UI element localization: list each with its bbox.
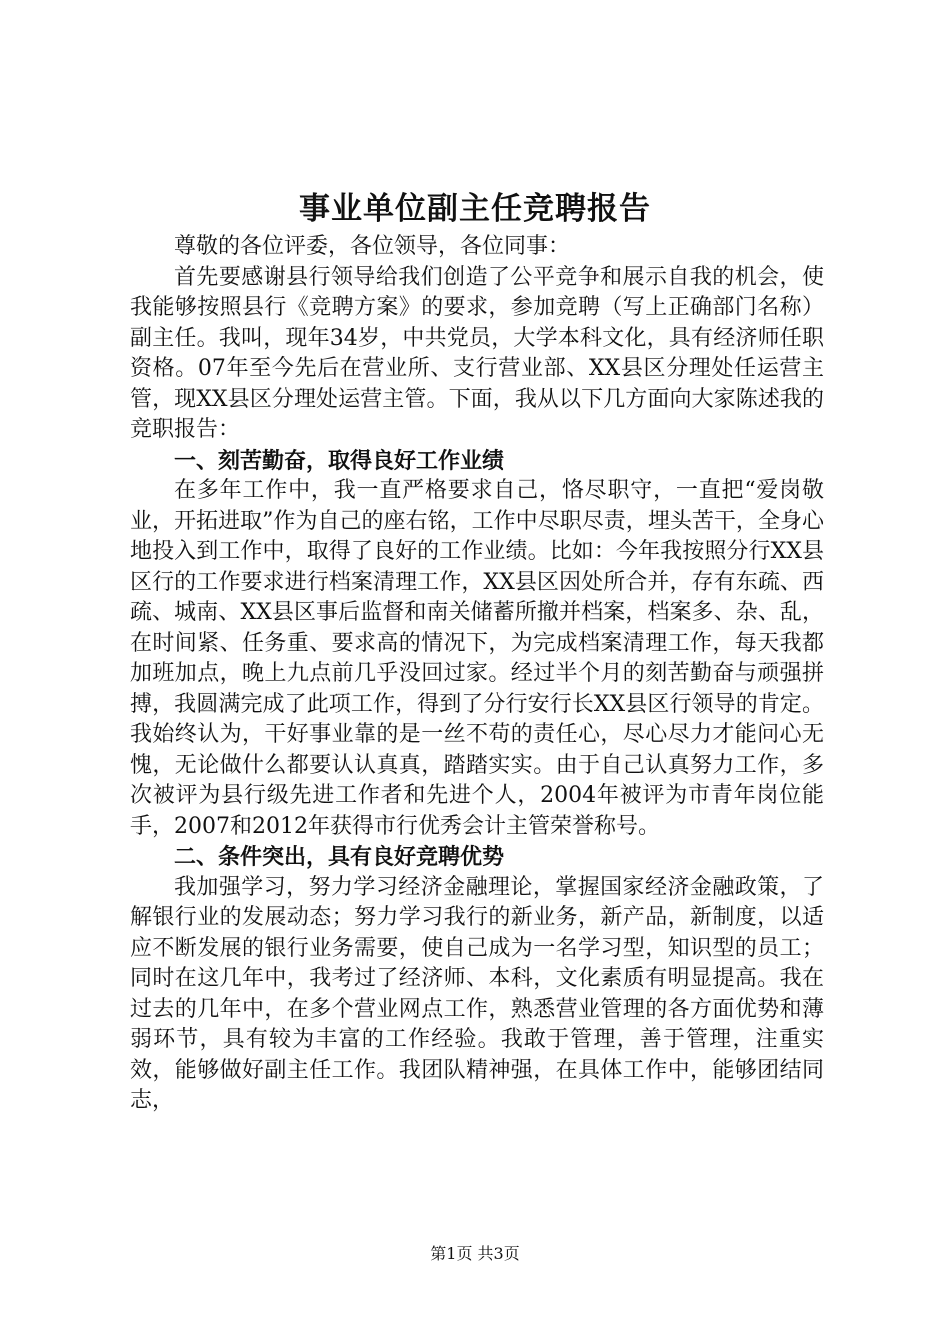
- section-body-1: 在多年工作中，我一直严格要求自己，恪尽职守，一直把“爱岗敬业，开拓进取”作为自己的座右铭，工作中尽职尽责，埋头苦干，全身心地投入到工作中，取得了良好的工作业绩。比如：今年我按照分行XX县区行的工作要求进行档案清理工作，XX县区因处所合并，存有东疏、西疏、城南、XX县区事后监督和南关储蓄所撤并档案，档案多、杂、乱，在时间紧、任务重、要求高的情况下，为完成档案清理工作，每天我都加班加点，晚上九点前几乎没回过家。经过半个月的刻苦勤奋与顽强拼搏，我圆满完成了此项工作，得到了分行安行长XX县区行领导的肯定。我始终认为，干好事业靠的是一丝不苟的责任心，尽心尽力才能问心无愧，无论做什么都要认认真真，踏踏实实。由于自己认真努力工作，多次被评为县行级先进工作者和先进个人，2004年被评为市青年岗位能手，2007和2012年获得市行优秀会计主管荣誉称号。: [130, 478, 824, 839]
- section-heading-1: 一、刻苦勤奋，取得良好工作业绩: [174, 447, 505, 474]
- page-footer: 第1页 共3页: [430, 1244, 520, 1263]
- section-heading-2: 二、条件突出，具有良好竞聘优势: [174, 844, 505, 870]
- intro-paragraph: 首先要感谢县行领导给我们创造了公平竞争和展示自我的机会，使我能够按照县行《竞聘方案》的要求，参加竞聘（写上正确部门名称）副主任。我叫，现年34岁，中共党员，大学本科文化，具有经济师任职资格。07年至今先后在营业所、支行营业部、XX县区分理处任运营主管，现XX县区分理处运营主管。下面，我从以下几方面向大家陈述我的竞职报告：: [130, 264, 824, 442]
- document-body: [130, 232, 824, 1117]
- document-title: 事业单位副主任竞聘报告: [299, 191, 651, 227]
- salutation: 尊敬的各位评委，各位领导，各位同事：: [174, 234, 571, 259]
- section-body-2: 我加强学习，努力学习经济金融理论，掌握国家经济金融政策，了解银行业的发展动态；努力学习我行的新业务，新产品，新制度，以适应不断发展的银行业务需要，使自己成为一名学习型，知识型的员工；同时在这几年中，我考过了经济师、本科，文化素质有明显提高。我在过去的几年中，在多个营业网点工作，熟悉营业管理的各方面优势和薄弱环节，具有较为丰富的工作经验。我敢于管理，善于管理，注重实效，能够做好副主任工作。我团队精神强，在具体工作中，能够团结同志，: [130, 874, 824, 1113]
